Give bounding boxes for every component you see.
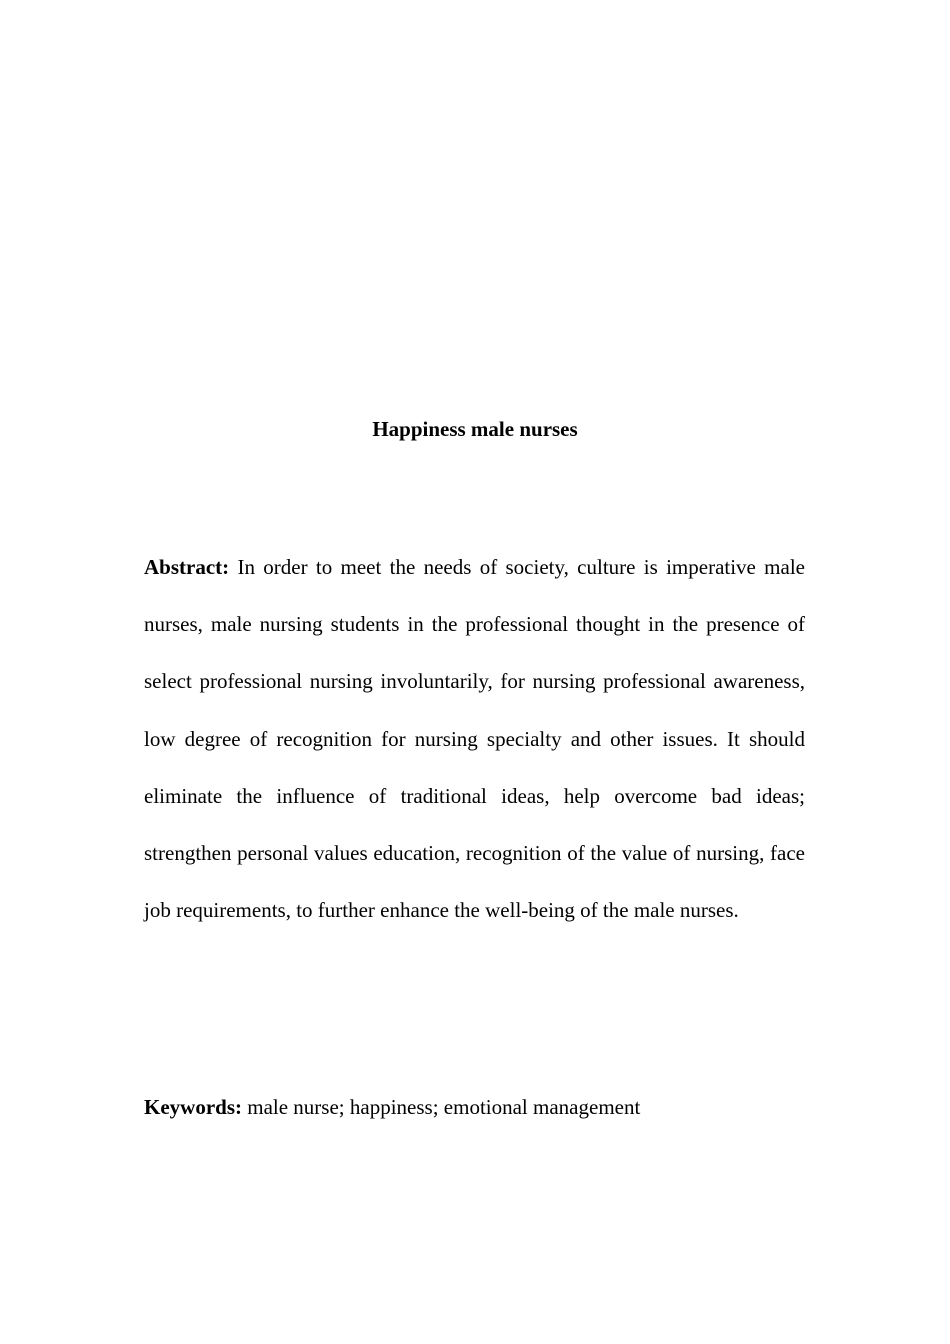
abstract-label: Abstract: [144,555,230,579]
keywords-label: Keywords: [144,1095,242,1119]
abstract-text: In order to meet the needs of society, culture is imperative male nurses, male nursing students in the professional thought in the presence of select professional nursing involuntarily, for nursing professional awareness, low degree of recognition for nursing specialty and other issues. It should eliminate the influence of traditional ideas, help overcome bad ideas; strengthen personal values education, recognition of the value of nursing, face job requirements, to further enhance the well-being of the male nurses. [144,555,805,923]
page-title: Happiness male nurses [372,417,578,441]
keywords-text: male nurse; happiness; emotional management [247,1095,641,1119]
abstract-paragraph [144,539,805,939]
keywords-paragraph [144,1079,805,1136]
